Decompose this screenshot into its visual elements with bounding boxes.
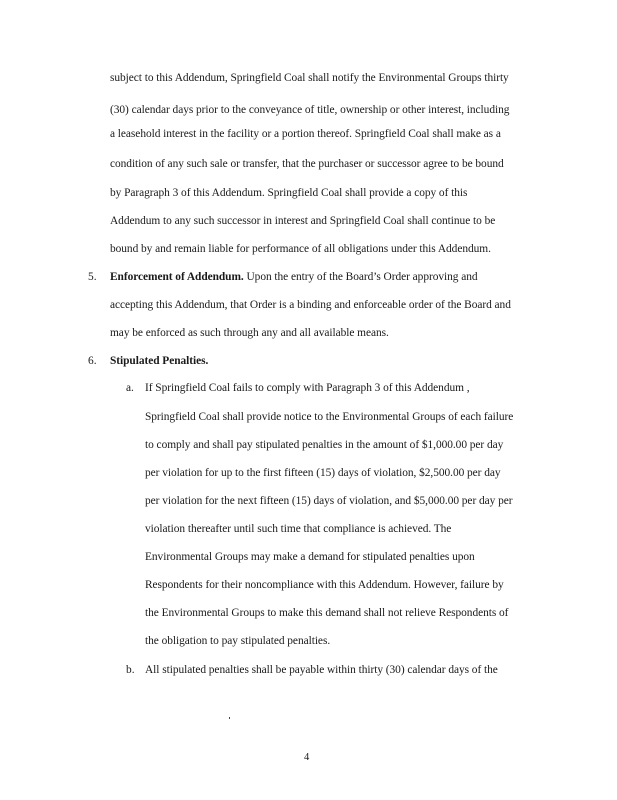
section-number: 6. xyxy=(88,355,97,367)
text-line: All stipulated penalties shall be payable within thirty (30) calendar days of the xyxy=(145,664,498,676)
text-line: to comply and shall pay stipulated penalties in the amount of $1,000.00 per day xyxy=(145,439,504,451)
text-line: accepting this Addendum, that Order is a binding and enforceable order of the Board and xyxy=(110,299,511,311)
page-number: 4 xyxy=(304,752,310,763)
section-text: Upon the entry of the Board’s Order approving and xyxy=(243,271,478,283)
text-line: bound by and remain liable for performance of all obligations under this Addendum. xyxy=(110,243,491,255)
text-line: Environmental Groups may make a demand for stipulated penalties upon xyxy=(145,551,475,563)
section-first-line xyxy=(110,270,478,284)
text-line: subject to this Addendum, Springfield Coal shall notify the Environmental Groups thirty xyxy=(110,72,509,84)
text-line: Addendum to any such successor in interest and Springfield Coal shall continue to be xyxy=(110,215,496,227)
text-line: Respondents for their noncompliance with this Addendum. However, failure by xyxy=(145,579,504,591)
text-line: (30) calendar days prior to the conveyance of title, ownership or other interest, including xyxy=(110,104,510,116)
list-marker: b. xyxy=(126,664,135,676)
list-marker: a. xyxy=(126,382,134,394)
text-line: the Environmental Groups to make this demand shall not relieve Respondents of xyxy=(145,607,509,619)
text-line: by Paragraph 3 of this Addendum. Springfield Coal shall provide a copy of this xyxy=(110,187,468,199)
section-heading: Enforcement of Addendum. xyxy=(110,271,244,283)
text-line: condition of any such sale or transfer, that the purchaser or successor agree to be bound xyxy=(110,158,504,170)
text-line: per violation for the next fifteen (15) days of violation, and $5,000.00 per day per xyxy=(145,495,513,507)
text-line: If Springfield Coal fails to comply with Paragraph 3 of this Addendum , xyxy=(145,382,470,394)
scan-speck xyxy=(229,717,230,719)
text-line: the obligation to pay stipulated penalties. xyxy=(145,635,331,647)
section-heading: Stipulated Penalties. xyxy=(110,355,209,367)
text-line: per violation for up to the first fifteen (15) days of violation, $2,500.00 per day xyxy=(145,467,501,479)
text-line: may be enforced as such through any and all available means. xyxy=(110,327,389,339)
text-line: Springfield Coal shall provide notice to the Environmental Groups of each failure xyxy=(145,411,514,423)
section-number: 5. xyxy=(88,271,97,283)
text-line: violation thereafter until such time that compliance is achieved. The xyxy=(145,523,452,535)
text-line: a leasehold interest in the facility or a portion thereof. Springfield Coal shall make as a xyxy=(110,128,501,140)
